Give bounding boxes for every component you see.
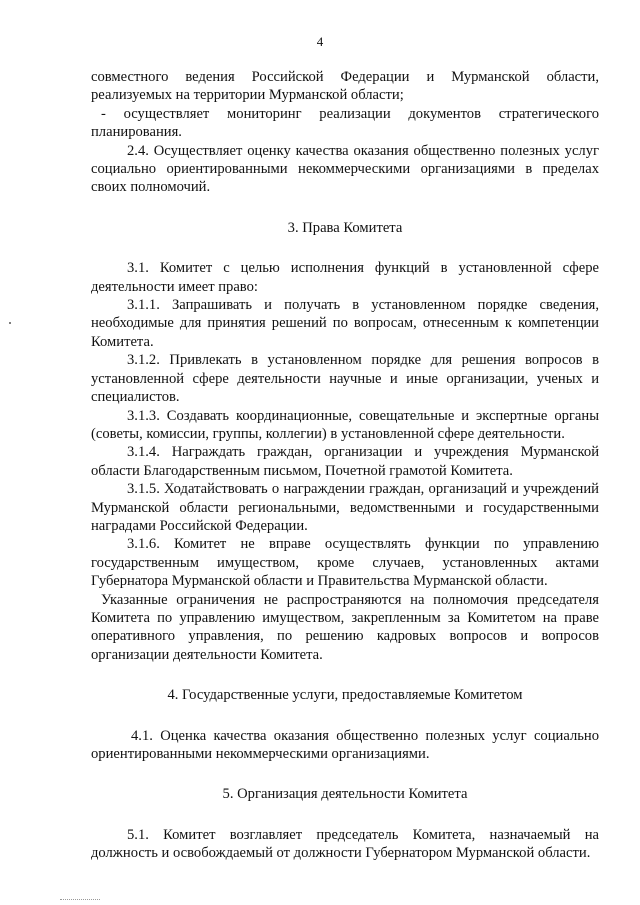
paragraph-2-4: 2.4. Осуществляет оценку качества оказания общественно полезных услуг социально ориентированными некоммерческими организациями в пределах своих полномочий. <box>91 142 599 196</box>
paragraph-3-1-2: 3.1.2. Привлекать в установленном порядке для решения вопросов в установленной сфере деятельности научные и иные организации, ученых и специалистов. <box>91 352 599 406</box>
paragraph-3-1-5: 3.1.5. Ходатайствовать о награждении граждан, организаций и учреждений Мурманской области региональными, ведомственными и государственными наградами Российской Федерации. <box>91 481 599 534</box>
scan-artifact <box>9 322 11 324</box>
paragraph-4-1: 4.1. Оценка качества оказания общественно полезных услуг социально ориентированными некоммерческими организациями. <box>91 727 599 762</box>
scan-artifact-bottom <box>60 899 100 901</box>
paragraph-continuation: совместного ведения Российской Федерации и Мурманской области, реализуемых на территории Мурманской области; <box>91 69 599 104</box>
paragraph-3-1-1: 3.1.1. Запрашивать и получать в установленном порядке сведения, необходимые для принятия решений по вопросам, отнесенным к компетенции Комитета. <box>91 297 599 350</box>
paragraph-monitoring: - осуществляет мониторинг реализации документов стратегического планирования. <box>91 105 599 141</box>
paragraph-5-1: 5.1. Комитет возглавляет председатель Комитета, назначаемый на должность и освобождаемый от должности Губернатором Мурманской области. <box>91 826 599 862</box>
paragraph-3-1-6: 3.1.6. Комитет не вправе осуществлять функции по управлению государственным имуществом, кроме случаев, установленных актами Губернатора Мурманской области и Правительства Мурманской области. <box>91 536 599 590</box>
page-number: 4 <box>316 34 324 49</box>
paragraph-restrictions: Указанные ограничения не распространяются на полномочия председателя Комитета по управлению имуществом, закрепленным за Комитетом на праве оперативного управления, по решению кадровых вопросов и вопросов организации деятельности Комитета. <box>91 591 599 663</box>
paragraph-3-1: 3.1. Комитет с целью исполнения функций в установленной сфере деятельности имеет право: <box>91 260 599 295</box>
section-3-title: 3. Права Комитета <box>287 219 403 236</box>
paragraph-3-1-4: 3.1.4. Награждать граждан, организации и учреждения Мурманской области Благодарственным письмом, Почетной грамотой Комитета. <box>91 444 599 479</box>
section-5-title: 5. Организация деятельности Комитета <box>222 786 468 803</box>
paragraph-3-1-3: 3.1.3. Создавать координационные, совещательные и экспертные органы (советы, комиссии, группы, коллегии) в установленной сфере деятельности. <box>91 407 599 442</box>
document-body <box>91 68 599 863</box>
section-4-title: 4. Государственные услуги, предоставляемые Комитетом <box>167 687 523 704</box>
